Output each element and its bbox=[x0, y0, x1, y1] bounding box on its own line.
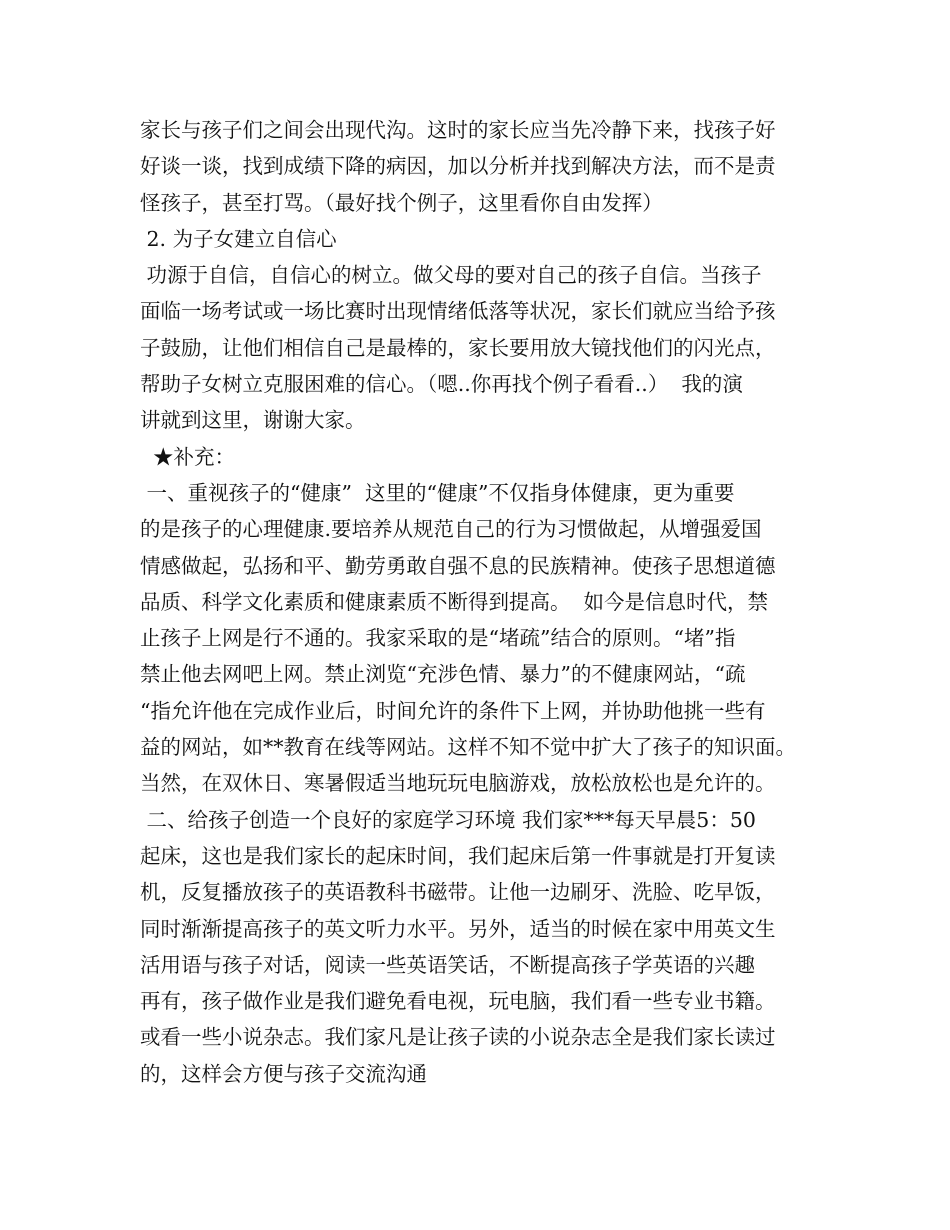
text-line: 止孩子上网是行不通的。我家采取的是“堵疏”结合的原则。“堵”指 bbox=[140, 626, 736, 651]
text-line: 禁止他去网吧上网。禁止浏览“充涉色情、暴力”的不健康网站，“疏 bbox=[140, 662, 746, 687]
text-line: 再有，孩子做作业是我们避免看电视，玩电脑，我们看一些专业书籍。 bbox=[140, 989, 776, 1014]
text-line: 一、重视孩子的“健康” 这里的“健康”不仅指身体健康，更为重要 bbox=[140, 480, 735, 505]
text-line: “指允许他在完成作业后，时间允许的条件下上网，并协助他挑一些有 bbox=[140, 698, 766, 723]
text-line: 品质、科学文化素质和健康素质不断得到提高。 如今是信息时代，禁 bbox=[140, 589, 769, 614]
text-line: 当然，在双休日、寒暑假适当地玩玩电脑游戏，放松放松也是允许的。 bbox=[140, 771, 776, 796]
text-line: 帮助子女树立克服困难的信心。（嗯..你再找个例子看看..） 我的演 bbox=[140, 372, 743, 397]
text-line: 子鼓励，让他们相信自己是最棒的，家长要用放大镜找他们的闪光点， bbox=[140, 335, 776, 360]
text-line: 或看一些小说杂志。我们家凡是让孩子读的小说杂志全是我们家长读过 bbox=[140, 1025, 776, 1050]
text-line: 的，这样会方便与孩子交流沟通 bbox=[140, 1061, 427, 1086]
text-line: 益的网站，如**教育在线等网站。这样不知不觉中扩大了孩子的知识面。 bbox=[140, 735, 796, 760]
text-line: 机，反复播放孩子的英语教科书磁带。让他一边刷牙、洗脸、吃早饭， bbox=[140, 880, 776, 905]
body-text bbox=[140, 112, 840, 1092]
text-line: 同时渐渐提高孩子的英文听力水平。另外，适当的时候在家中用英文生 bbox=[140, 916, 776, 941]
text-line: 起床，这也是我们家长的起床时间，我们起床后第一件事就是打开复读 bbox=[140, 843, 776, 868]
text-line: 的是孩子的心理健康.要培养从规范自己的行为习惯做起，从增强爱国 bbox=[140, 517, 762, 542]
text-line: 二、给孩子创造一个良好的家庭学习环境 我们家***每天早晨5：50 bbox=[140, 807, 756, 832]
text-line: 情感做起，弘扬和平、勤劳勇敢自强不息的民族精神。使孩子思想道德 bbox=[140, 553, 776, 578]
supplement-heading: ★补充： bbox=[140, 444, 236, 469]
text-line: 面临一场考试或一场比赛时出现情绪低落等状况，家长们就应当给予孩 bbox=[140, 299, 776, 324]
text-line: 讲就到这里，谢谢大家。 bbox=[140, 408, 366, 433]
text-line: 活用语与孩子对话，阅读一些英语笑话，不断提高孩子学英语的兴趣 bbox=[140, 952, 755, 977]
text-line: 好谈一谈，找到成绩下降的病因，加以分析并找到解决方法，而不是责 bbox=[140, 154, 776, 179]
text-line: 怪孩子，甚至打骂。（最好找个例子，这里看你自由发挥） bbox=[140, 190, 663, 215]
text-line: 家长与孩子们之间会出现代沟。这时的家长应当先冷静下来，找孩子好 bbox=[140, 118, 776, 142]
section-heading: 2. 为子女建立自信心 bbox=[140, 226, 337, 251]
text-line: 功源于自信，自信心的树立。做父母的要对自己的孩子自信。当孩子 bbox=[140, 263, 762, 288]
